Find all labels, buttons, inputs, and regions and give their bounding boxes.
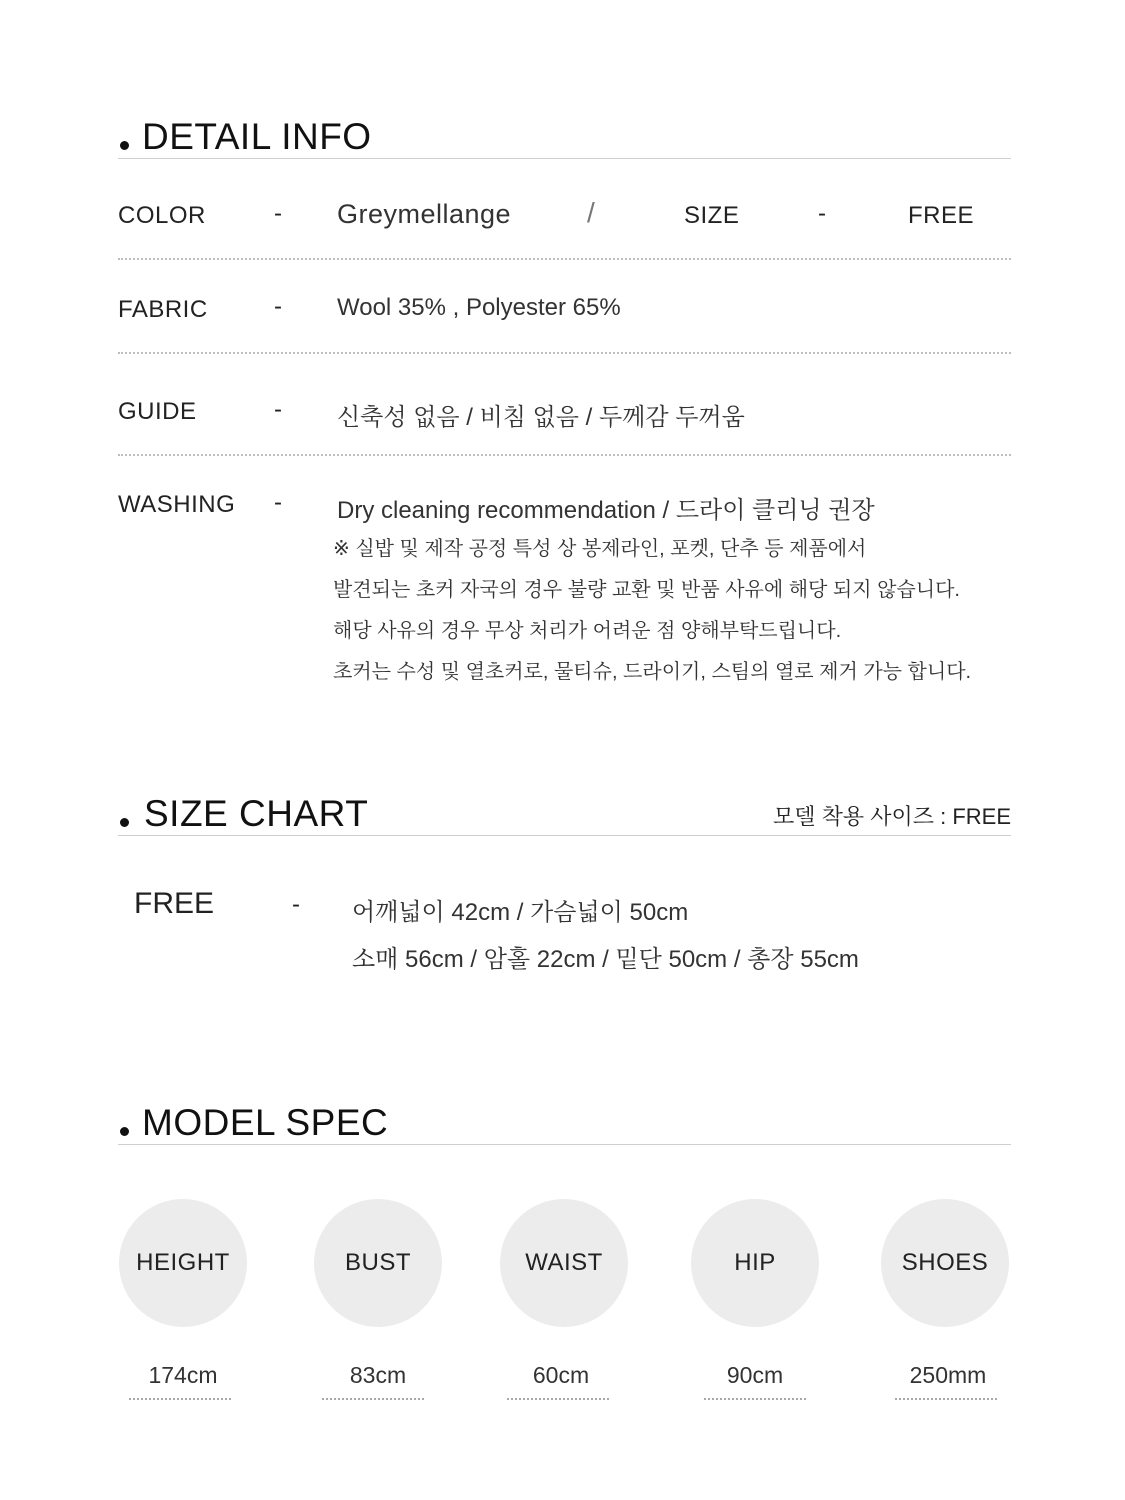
- spec-value-shoes: 250mm: [909, 1362, 987, 1388]
- size-value: FREE: [908, 202, 975, 229]
- fabric-label: FABRIC: [118, 296, 208, 323]
- color-dash: -: [274, 200, 282, 227]
- spec-value-height: 174cm: [148, 1362, 218, 1388]
- bullet-dot: [120, 818, 129, 827]
- spec-circle-waist: [500, 1199, 628, 1327]
- bullet-dot: [120, 141, 129, 150]
- size-chart-size-label: FREE: [134, 887, 215, 920]
- spec-value-hip: 90cm: [726, 1362, 784, 1388]
- guide-label: GUIDE: [118, 398, 197, 425]
- washing-value: Dry cleaning recommendation / 드라이 클리닝 권장: [337, 497, 875, 524]
- spec-underline: [129, 1398, 231, 1400]
- color-label: COLOR: [118, 202, 206, 229]
- detail-info-title: DETAIL INFO: [142, 116, 372, 157]
- spec-circle-shoes: [881, 1199, 1009, 1327]
- size-chart-title: SIZE CHART: [144, 793, 369, 834]
- spec-value-bust: 83cm: [349, 1362, 407, 1388]
- washing-note-line: 초커는 수성 및 열초커로, 물티슈, 드라이기, 스팀의 열로 제거 가능 합니다.: [333, 661, 972, 683]
- divider: [118, 258, 1011, 260]
- bullet-dot: [120, 1127, 129, 1136]
- spec-value-waist: 60cm: [532, 1362, 590, 1388]
- washing-notes: [333, 529, 971, 693]
- spec-label: WAIST: [525, 1249, 603, 1276]
- spec-circle-height: [119, 1199, 247, 1327]
- color-value: Greymellange: [337, 199, 512, 229]
- guide-value: 신축성 없음 / 비침 없음 / 두께감 두꺼움: [337, 404, 745, 431]
- washing-note-line: ※ 실밥 및 제작 공정 특성 상 봉제라인, 포켓, 단추 등 제품에서: [333, 538, 867, 560]
- model-size-note: 모델 착용 사이즈 : FREE: [773, 804, 1011, 829]
- size-dash: -: [818, 200, 826, 227]
- size-chart-header: [118, 793, 1011, 836]
- washing-dash: -: [274, 489, 282, 516]
- spec-circle-bust: [314, 1199, 442, 1327]
- size-chart-line1: 어깨넓이 42cm / 가슴넓이 50cm: [352, 899, 689, 926]
- fabric-dash: -: [274, 293, 282, 320]
- size-chart-line2: 소매 56cm / 암홀 22cm / 밑단 50cm / 총장 55cm: [352, 946, 859, 973]
- spec-underline: [895, 1398, 997, 1400]
- fabric-value: Wool 35% , Polyester 65%: [337, 294, 621, 321]
- size-chart-dash: -: [292, 891, 300, 918]
- spec-label: SHOES: [901, 1249, 989, 1276]
- spec-circle-hip: [691, 1199, 819, 1327]
- guide-dash: -: [274, 396, 282, 423]
- spec-underline: [507, 1398, 609, 1400]
- spec-label: HEIGHT: [136, 1249, 230, 1276]
- spec-underline: [322, 1398, 424, 1400]
- spec-label: HIP: [734, 1249, 776, 1276]
- model-spec-title: MODEL SPEC: [142, 1102, 389, 1143]
- divider: [118, 454, 1011, 456]
- washing-note-line: 해당 사유의 경우 무상 처리가 어려운 점 양해부탁드립니다.: [333, 620, 842, 642]
- washing-note-line: 발견되는 초커 자국의 경우 불량 교환 및 반품 사유에 해당 되지 않습니다.: [333, 579, 960, 601]
- color-size-separator: /: [587, 197, 595, 228]
- model-spec-header: [118, 1102, 1011, 1145]
- detail-info-header: [118, 116, 1011, 159]
- size-label: SIZE: [684, 202, 740, 229]
- divider: [118, 352, 1011, 354]
- spec-underline: [704, 1398, 806, 1400]
- spec-label: BUST: [344, 1249, 411, 1276]
- washing-label: WASHING: [118, 491, 236, 518]
